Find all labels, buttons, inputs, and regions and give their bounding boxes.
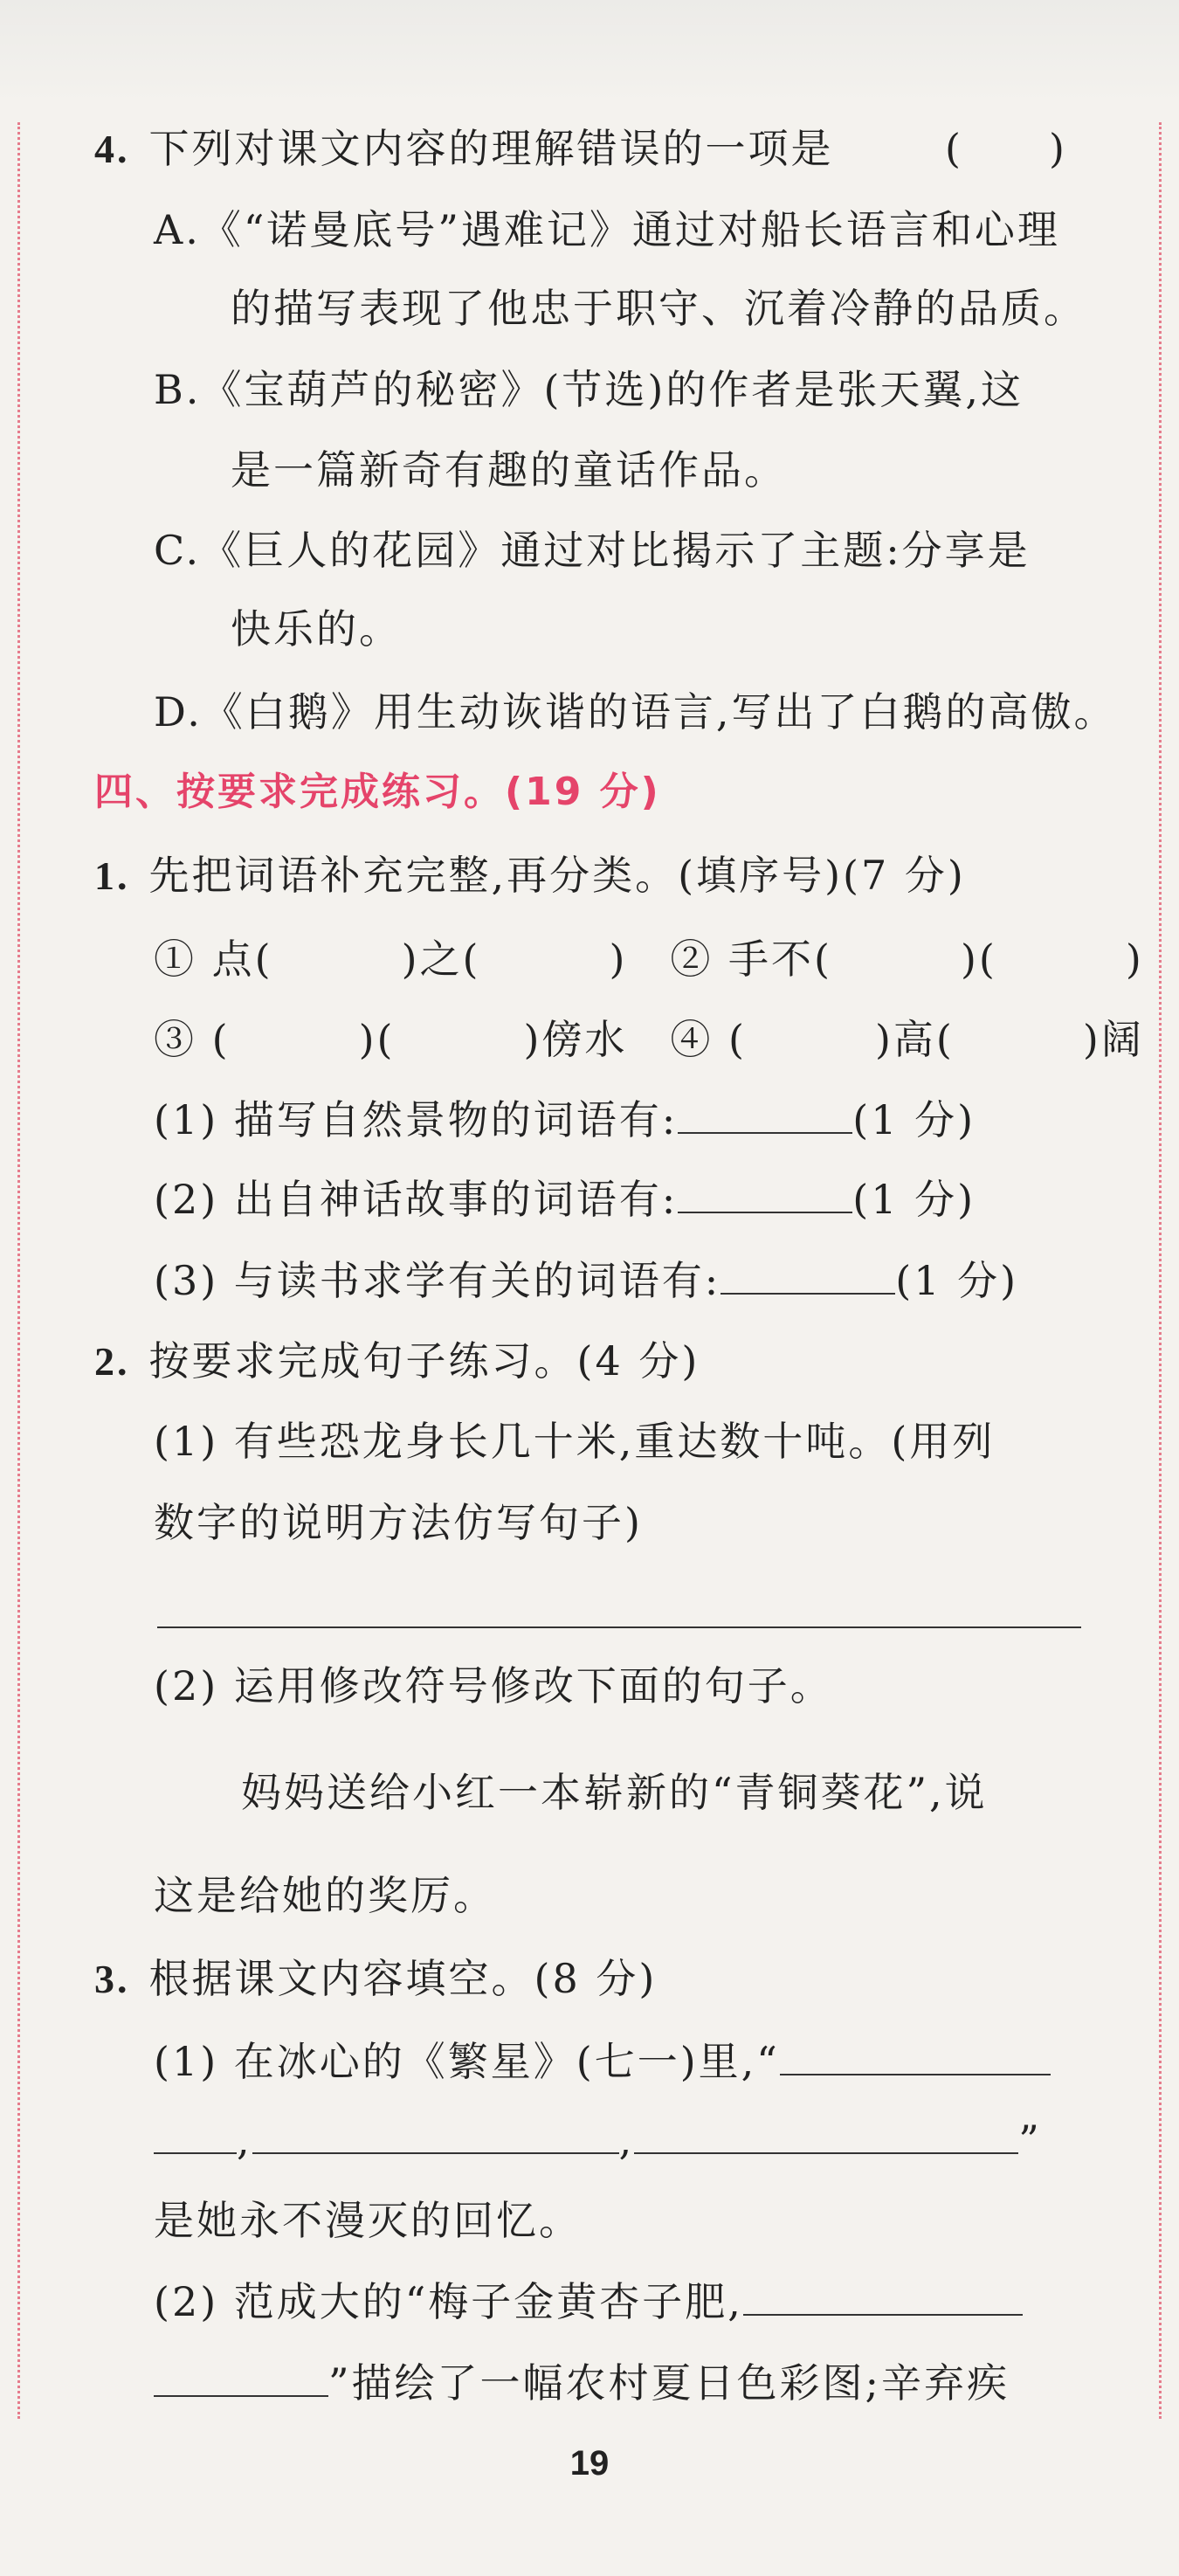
q3-sub1-blank-3[interactable] — [252, 2114, 619, 2154]
q3-sub2-start: (2) 范成大的“梅子金黄杏子肥, — [154, 2278, 743, 2325]
q4-option-c-label: C. — [154, 527, 202, 574]
q1-sub1-blank[interactable] — [678, 1094, 852, 1134]
q2-sub1-line2: 数字的说明方法仿写句子) — [154, 1499, 643, 1546]
q1-sub1-score: (1 分) — [852, 1096, 976, 1143]
q4-option-a-label: A. — [154, 206, 201, 253]
q3-sub2-line1 — [154, 2276, 1023, 2328]
page-number: 19 — [569, 2444, 610, 2483]
q3-sub2-blank-2[interactable] — [154, 2357, 328, 2397]
q3-comma-2: , — [618, 2117, 635, 2164]
q2-sentence-line1: 妈妈送给小红一本崭新的“青铜葵花”,说 — [241, 1769, 988, 1816]
q4-option-b-line1 — [154, 363, 1024, 416]
q1-sub2 — [154, 1173, 976, 1226]
q3-number: 3. — [94, 1957, 130, 2001]
q4-option-d-line1 — [154, 686, 1117, 738]
q4-option-b-line2: 是一篇新奇有趣的童话作品。 — [231, 446, 787, 494]
q4-stem: 下列对课文内容的理解错误的一项是 — [148, 125, 834, 172]
q1-sub2-blank[interactable] — [678, 1173, 852, 1213]
q1-sub3-score: (1 分) — [895, 1257, 1019, 1304]
q3-sub1-start: (1) 在冰心的《繁星》(七一)里,“ — [154, 2038, 780, 2085]
q4-answer-paren: ( ) — [945, 125, 1067, 172]
q1-sub1 — [154, 1094, 976, 1146]
q4-option-b-label: B. — [154, 366, 202, 413]
q2-stem: 按要求完成句子练习。(4 分) — [148, 1337, 700, 1385]
right-margin-dotted-line — [1159, 122, 1162, 2419]
q4-option-c-line2: 快乐的。 — [231, 605, 402, 653]
section-4-title: 四、按要求完成练习。(19 分) — [94, 770, 661, 814]
q1-number: 1. — [94, 853, 130, 898]
q4-number: 4. — [94, 127, 130, 171]
q4-option-b-text: 《宝葫芦的秘密》(节选)的作者是张天翼,这 — [201, 366, 1024, 413]
q4-option-c-text: 《巨人的花园》通过对比揭示了主题:分享是 — [201, 527, 1031, 574]
q1-sub3 — [154, 1254, 1018, 1307]
q1-word-row-2: ③ ( )( )傍水 ④ ( )高( )阔 — [154, 1016, 1144, 1063]
q1-sub3-text: (3) 与读书求学有关的词语有: — [154, 1257, 721, 1304]
q3-sub1-blank-4[interactable] — [634, 2114, 1018, 2154]
q3-stem: 根据课文内容填空。(8 分) — [148, 1955, 658, 2002]
q3-stem-line — [94, 1952, 657, 2006]
q3-sub2-cont: ”描绘了一幅农村夏日色彩图;辛弃疾 — [328, 2359, 1010, 2407]
q3-close-quote: ” — [1018, 2117, 1042, 2164]
q4-option-a-text: 《“诺曼底号”遇难记》通过对船长语言和心理 — [200, 206, 1060, 253]
q4-option-c-line1 — [154, 524, 1031, 577]
q4-option-d-label: D. — [154, 688, 203, 736]
q4-option-a-line1 — [154, 204, 1060, 256]
q4-option-d-text: 《白鹅》用生动诙谐的语言,写出了白鹅的高傲。 — [202, 688, 1117, 736]
q1-sub2-text: (2) 出自神话故事的词语有: — [154, 1176, 679, 1223]
q3-comma-1: , — [237, 2117, 252, 2164]
q3-sub1-end: 是她永不漫灭的回忆。 — [154, 2197, 582, 2244]
q1-stem-line — [94, 849, 966, 902]
q1-sub1-text: (1) 描写自然景物的词语有: — [154, 1096, 679, 1143]
q2-stem-line — [94, 1335, 700, 1388]
q2-sub1-line1: (1) 有些恐龙身长几十米,重达数十吨。(用列 — [154, 1418, 996, 1465]
q3-sub1-line2 — [154, 2114, 1042, 2166]
q3-sub1-line1 — [154, 2035, 1051, 2088]
q1-stem: 先把词语补充完整,再分类。(填序号)(7 分) — [148, 852, 966, 899]
q2-sub1-answer-line[interactable] — [157, 1626, 1081, 1628]
q3-sub2-line2 — [154, 2357, 1010, 2409]
q3-sub1-blank-2[interactable] — [154, 2114, 237, 2154]
q3-sub2-blank-1[interactable] — [743, 2276, 1023, 2316]
q2-sub2: (2) 运用修改符号修改下面的句子。 — [154, 1662, 833, 1709]
q1-sub3-blank[interactable] — [720, 1254, 895, 1295]
top-band — [0, 0, 1179, 105]
q3-sub1-blank-1[interactable] — [780, 2035, 1051, 2075]
q4-option-a-line2: 的描写表现了他忠于职守、沉着冷静的品质。 — [231, 285, 1086, 332]
q2-sentence-line2: 这是给她的奖厉。 — [154, 1872, 496, 1919]
left-margin-dotted-line — [17, 122, 20, 2419]
q1-word-row-1: ① 点( )之( ) ② 手不( )( ) — [154, 936, 1144, 983]
q2-number: 2. — [94, 1339, 130, 1384]
q1-sub2-score: (1 分) — [852, 1176, 976, 1223]
q4-stem-line — [94, 122, 834, 176]
